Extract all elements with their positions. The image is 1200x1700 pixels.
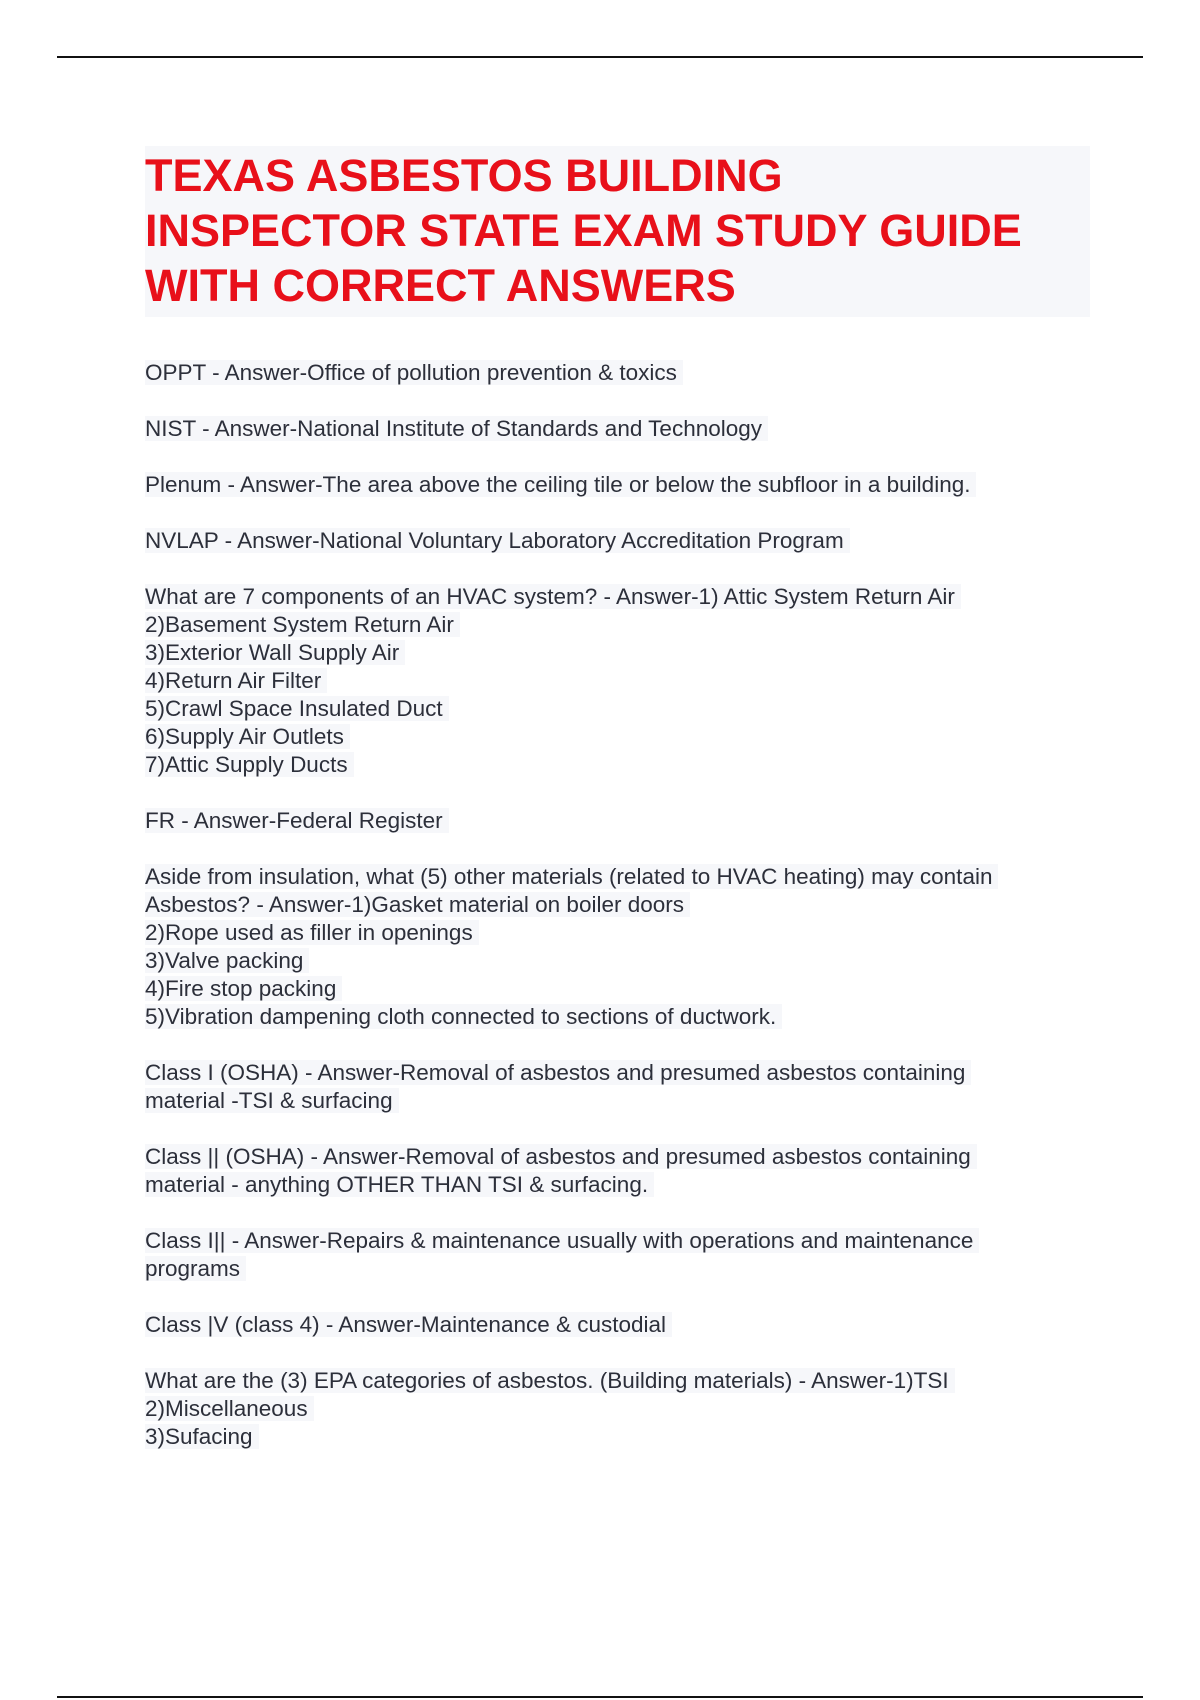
qa-line [145, 1255, 1090, 1283]
qa-line [145, 1087, 1090, 1115]
title-line: INSPECTOR STATE EXAM STUDY GUIDE [145, 205, 1022, 256]
qa-line-text: 2)Basement System Return Air [145, 612, 460, 637]
qa-line [145, 1171, 1090, 1199]
title-line: WITH CORRECT ANSWERS [145, 260, 736, 311]
qa-line-text: 3)Sufacing [145, 1424, 259, 1449]
qa-line [145, 807, 1090, 835]
qa-line [145, 1227, 1090, 1255]
qa-line [145, 1367, 1090, 1395]
qa-line-text: NVLAP - Answer-National Voluntary Laboratory Accreditation Program [145, 528, 850, 553]
qa-line-text: Plenum - Answer-The area above the ceiling tile or below the subfloor in a building. [145, 472, 976, 497]
qa-line [145, 1311, 1090, 1339]
qa-line-text: 7)Attic Supply Ducts [145, 752, 354, 777]
qa-line [145, 1003, 1090, 1031]
qa-item [145, 583, 1090, 779]
qa-line [145, 751, 1090, 779]
qa-item [145, 1311, 1090, 1339]
document-title [145, 146, 1090, 317]
qa-line [145, 1143, 1090, 1171]
bottom-rule [57, 1696, 1143, 1698]
qa-line-text: 5)Vibration dampening cloth connected to sections of ductwork. [145, 1004, 782, 1029]
qa-line-text: 2)Rope used as filler in openings [145, 920, 479, 945]
qa-line [145, 947, 1090, 975]
qa-line [145, 723, 1090, 751]
page-content [145, 146, 1090, 1479]
qa-item [145, 1367, 1090, 1451]
qa-line-text: Class I (OSHA) - Answer-Removal of asbestos and presumed asbestos containing [145, 1060, 971, 1085]
qa-item [145, 1227, 1090, 1283]
qa-line-text: Class |V (class 4) - Answer-Maintenance & custodial [145, 1312, 672, 1337]
qa-line-text: material - anything OTHER THAN TSI & surfacing. [145, 1172, 654, 1197]
qa-line-text: NIST - Answer-National Institute of Standards and Technology [145, 416, 768, 441]
qa-line-text: What are the (3) EPA categories of asbestos. (Building materials) - Answer-1)TSI [145, 1368, 955, 1393]
qa-line [145, 359, 1090, 387]
qa-line [145, 1395, 1090, 1423]
qa-line [145, 1423, 1090, 1451]
qa-line [145, 415, 1090, 443]
qa-line-text: 3)Exterior Wall Supply Air [145, 640, 405, 665]
qa-line [145, 891, 1090, 919]
qa-item [145, 1059, 1090, 1115]
qa-line-text: 3)Valve packing [145, 948, 309, 973]
qa-line [145, 611, 1090, 639]
qa-line-text: OPPT - Answer-Office of pollution prevention & toxics [145, 360, 683, 385]
qa-item [145, 415, 1090, 443]
qa-line [145, 695, 1090, 723]
qa-item [145, 807, 1090, 835]
qa-item [145, 359, 1090, 387]
qa-line-text: 4)Return Air Filter [145, 668, 327, 693]
qa-line-text: Asbestos? - Answer-1)Gasket material on boiler doors [145, 892, 690, 917]
qa-line-text: Aside from insulation, what (5) other materials (related to HVAC heating) may contain [145, 864, 998, 889]
qa-line [145, 583, 1090, 611]
qa-line-text: 2)Miscellaneous [145, 1396, 314, 1421]
qa-line [145, 919, 1090, 947]
qa-line-text: material -TSI & surfacing [145, 1088, 399, 1113]
qa-line [145, 975, 1090, 1003]
qa-line [145, 471, 1090, 499]
qa-line-text: 6)Supply Air Outlets [145, 724, 350, 749]
qa-line [145, 667, 1090, 695]
qa-list [145, 359, 1090, 1451]
title-line: TEXAS ASBESTOS BUILDING [145, 150, 783, 201]
qa-item [145, 1143, 1090, 1199]
qa-line-text: Class I|| - Answer-Repairs & maintenance usually with operations and maintenance [145, 1228, 979, 1253]
qa-line-text: Class || (OSHA) - Answer-Removal of asbestos and presumed asbestos containing [145, 1144, 977, 1169]
qa-line [145, 527, 1090, 555]
qa-line-text: programs [145, 1256, 246, 1281]
qa-line [145, 863, 1090, 891]
qa-line-text: 4)Fire stop packing [145, 976, 342, 1001]
qa-line [145, 639, 1090, 667]
qa-item [145, 527, 1090, 555]
qa-line-text: FR - Answer-Federal Register [145, 808, 449, 833]
qa-item [145, 471, 1090, 499]
qa-line [145, 1059, 1090, 1087]
qa-line-text: 5)Crawl Space Insulated Duct [145, 696, 449, 721]
qa-line-text: What are 7 components of an HVAC system? - Answer-1) Attic System Return Air [145, 584, 961, 609]
qa-item [145, 863, 1090, 1031]
top-rule [57, 56, 1143, 58]
